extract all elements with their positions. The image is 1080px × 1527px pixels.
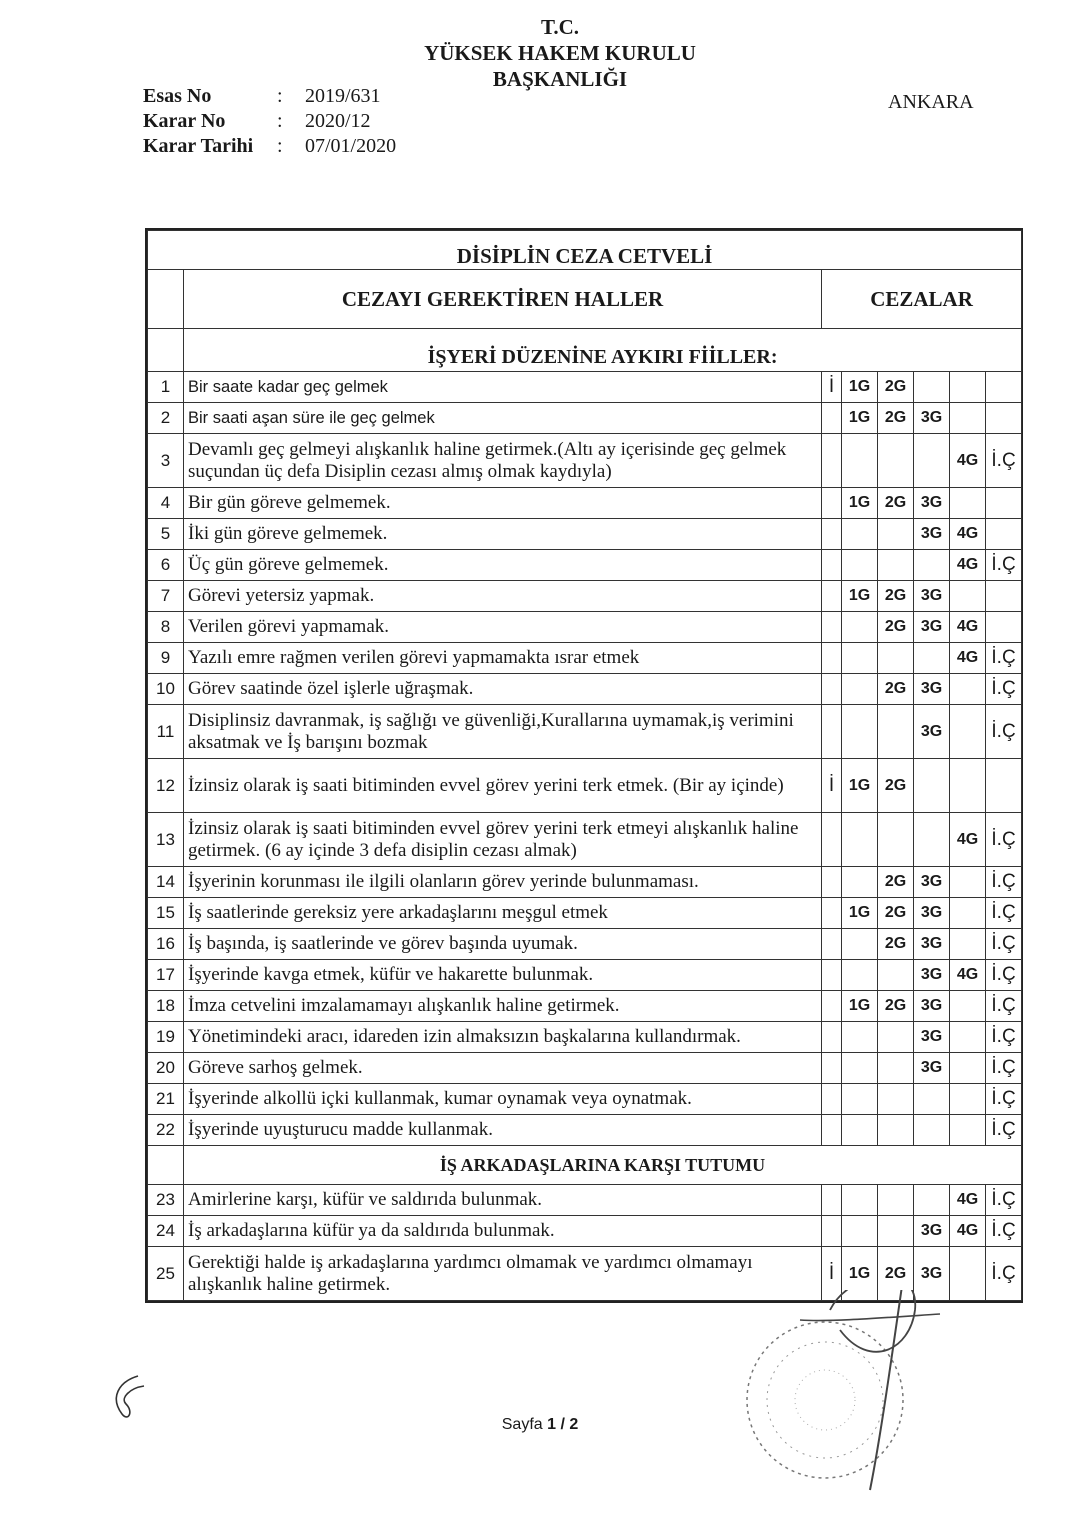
penalty-cell: 2G bbox=[878, 867, 914, 898]
offense-description: Bir gün göreve gelmemek. bbox=[184, 488, 822, 519]
table-row bbox=[148, 1185, 1022, 1216]
penalty-cell: 2G bbox=[878, 898, 914, 929]
penalty-cell: 2G bbox=[878, 403, 914, 434]
penalty-cell bbox=[878, 1084, 914, 1115]
table-row bbox=[148, 1053, 1022, 1084]
penalty-cell bbox=[822, 434, 842, 488]
penalty-cell bbox=[878, 643, 914, 674]
section-row-is-arkadaslari bbox=[148, 1146, 1022, 1185]
table-row bbox=[148, 372, 1022, 403]
header-line-institution: YÜKSEK HAKEM KURULU bbox=[424, 41, 696, 65]
row-number: 2 bbox=[148, 403, 184, 434]
meta-value: 2020/12 bbox=[305, 110, 371, 132]
penalty-cell bbox=[878, 1022, 914, 1053]
meta-value: 2019/631 bbox=[305, 85, 381, 107]
penalty-cell bbox=[914, 550, 950, 581]
header-line-tc: T.C. bbox=[540, 15, 580, 39]
penalty-cell bbox=[950, 929, 986, 960]
table-row bbox=[148, 519, 1022, 550]
penalty-cell bbox=[914, 759, 950, 813]
header-blank-cell bbox=[148, 270, 184, 329]
penalty-cell: 3G bbox=[914, 1247, 950, 1301]
penalty-cell bbox=[950, 991, 986, 1022]
penalty-cell: 4G bbox=[950, 1216, 986, 1247]
penalty-cell bbox=[822, 929, 842, 960]
penalty-cell: 2G bbox=[878, 1247, 914, 1301]
penalty-cell: İ.Ç bbox=[986, 960, 1022, 991]
penalty-cell bbox=[822, 550, 842, 581]
penalty-cell bbox=[986, 403, 1022, 434]
penalty-cell bbox=[950, 1084, 986, 1115]
penalty-cell bbox=[986, 488, 1022, 519]
penalty-cell: 4G bbox=[950, 813, 986, 867]
penalty-cell: 1G bbox=[842, 1247, 878, 1301]
table-row bbox=[148, 403, 1022, 434]
row-number: 3 bbox=[148, 434, 184, 488]
row-number: 23 bbox=[148, 1185, 184, 1216]
penalty-cell: İ.Ç bbox=[986, 898, 1022, 929]
table-row bbox=[148, 643, 1022, 674]
row-number: 12 bbox=[148, 759, 184, 813]
penalty-cell: 3G bbox=[914, 581, 950, 612]
meta-label: Karar Tarihi bbox=[143, 135, 254, 157]
penalty-cell bbox=[950, 1115, 986, 1146]
offense-description: Yazılı emre rağmen verilen görevi yapmamakta ısrar etmek bbox=[184, 643, 822, 674]
penalty-cell bbox=[878, 960, 914, 991]
column-header-cezalar: CEZALAR bbox=[822, 270, 1022, 329]
penalty-cell bbox=[878, 705, 914, 759]
penalty-cell bbox=[822, 488, 842, 519]
table-row bbox=[148, 612, 1022, 643]
penalty-cell: 2G bbox=[878, 581, 914, 612]
offense-description: Amirlerine karşı, küfür ve saldırıda bulunmak. bbox=[184, 1185, 822, 1216]
table-row bbox=[148, 898, 1022, 929]
penalty-cell: 3G bbox=[914, 488, 950, 519]
offense-description: Devamlı geç gelmeyi alışkanlık haline getirmek.(Altı ay içerisinde geç gelmek suçundan üç defa Disiplin cezası almış olmak kaydıyla) bbox=[184, 434, 822, 488]
penalty-cell bbox=[842, 612, 878, 643]
penalty-cell bbox=[950, 867, 986, 898]
penalty-cell bbox=[822, 403, 842, 434]
penalty-cell bbox=[842, 674, 878, 705]
penalty-cell bbox=[950, 705, 986, 759]
penalty-cell: 1G bbox=[842, 581, 878, 612]
penalty-cell bbox=[986, 372, 1022, 403]
table-row bbox=[148, 674, 1022, 705]
penalty-cell bbox=[950, 488, 986, 519]
meta-label: Esas No bbox=[143, 85, 212, 107]
penalty-cell: 1G bbox=[842, 372, 878, 403]
penalty-cell bbox=[822, 1216, 842, 1247]
offense-description: Bir saati aşan süre ile geç gelmek bbox=[184, 403, 822, 434]
table-row bbox=[148, 929, 1022, 960]
offense-description: İzinsiz olarak iş saati bitiminden evvel görev yerini terk etmeyi alışkanlık haline getirmek. (6 ay içinde 3 defa disiplin cezası almak) bbox=[184, 813, 822, 867]
penalty-cell: İ.Ç bbox=[986, 1115, 1022, 1146]
offense-description: İşyerinde kavga etmek, küfür ve hakarette bulunmak. bbox=[184, 960, 822, 991]
penalty-cell: İ.Ç bbox=[986, 1053, 1022, 1084]
penalty-cell: İ.Ç bbox=[986, 643, 1022, 674]
meta-label: Karar No bbox=[143, 110, 226, 132]
penalty-cell bbox=[822, 960, 842, 991]
table-row bbox=[148, 1022, 1022, 1053]
official-seal-stamp bbox=[720, 1290, 960, 1500]
penalty-cell bbox=[842, 1053, 878, 1084]
row-number: 14 bbox=[148, 867, 184, 898]
penalty-cell bbox=[822, 813, 842, 867]
offense-description: Yönetimindeki aracı, idareden izin almaksızın başkalarına kullandırmak. bbox=[184, 1022, 822, 1053]
penalty-cell: 4G bbox=[950, 643, 986, 674]
penalty-cell: 3G bbox=[914, 705, 950, 759]
row-number: 15 bbox=[148, 898, 184, 929]
penalty-cell: 1G bbox=[842, 403, 878, 434]
penalty-cell bbox=[822, 1115, 842, 1146]
penalty-cell bbox=[842, 867, 878, 898]
penalty-cell: 1G bbox=[842, 759, 878, 813]
meta-row-karar bbox=[143, 109, 396, 134]
penalty-cell: 3G bbox=[914, 991, 950, 1022]
meta-row-esas bbox=[143, 84, 396, 109]
penalty-cell: İ bbox=[822, 1247, 842, 1301]
penalty-cell: 3G bbox=[914, 519, 950, 550]
row-number: 19 bbox=[148, 1022, 184, 1053]
penalty-cell bbox=[914, 434, 950, 488]
row-number: 18 bbox=[148, 991, 184, 1022]
meta-sep: : bbox=[277, 85, 283, 107]
penalty-cell bbox=[950, 581, 986, 612]
penalty-cell bbox=[950, 898, 986, 929]
penalty-cell: 2G bbox=[878, 612, 914, 643]
penalty-cell bbox=[878, 550, 914, 581]
penalty-cell: 4G bbox=[950, 434, 986, 488]
penalty-cell: 4G bbox=[950, 1185, 986, 1216]
penalty-cell bbox=[842, 1022, 878, 1053]
column-header-haller: CEZAYI GEREKTİREN HALLER bbox=[184, 270, 822, 329]
table-row bbox=[148, 550, 1022, 581]
penalty-cell bbox=[822, 581, 842, 612]
penalty-cell bbox=[950, 1247, 986, 1301]
penalty-cell bbox=[822, 519, 842, 550]
case-metadata bbox=[143, 84, 396, 159]
table-row bbox=[148, 1084, 1022, 1115]
penalty-cell bbox=[842, 1185, 878, 1216]
row-number: 6 bbox=[148, 550, 184, 581]
penalty-cell bbox=[842, 705, 878, 759]
penalty-cell: 3G bbox=[914, 867, 950, 898]
penalty-cell: 3G bbox=[914, 612, 950, 643]
penalty-cell: İ.Ç bbox=[986, 1022, 1022, 1053]
penalty-cell: İ.Ç bbox=[986, 991, 1022, 1022]
penalty-cell bbox=[914, 372, 950, 403]
meta-sep: : bbox=[277, 135, 283, 157]
table-row bbox=[148, 1216, 1022, 1247]
penalty-cell bbox=[822, 1185, 842, 1216]
row-number: 24 bbox=[148, 1216, 184, 1247]
offense-description: Görev saatinde özel işlerle uğraşmak. bbox=[184, 674, 822, 705]
penalty-cell: 1G bbox=[842, 488, 878, 519]
penalty-cell: 2G bbox=[878, 991, 914, 1022]
penalty-cell: İ bbox=[822, 759, 842, 813]
penalty-cell: 4G bbox=[950, 612, 986, 643]
offense-description: İş saatlerinde gereksiz yere arkadaşlarını meşgul etmek bbox=[184, 898, 822, 929]
offense-description: İş başında, iş saatlerinde ve görev başında uyumak. bbox=[184, 929, 822, 960]
penalty-cell bbox=[950, 1022, 986, 1053]
penalty-cell bbox=[914, 643, 950, 674]
penalty-cell: İ.Ç bbox=[986, 705, 1022, 759]
page-footer bbox=[0, 1416, 1080, 1434]
penalty-cell: İ.Ç bbox=[986, 1185, 1022, 1216]
row-number: 20 bbox=[148, 1053, 184, 1084]
penalty-cell bbox=[842, 1084, 878, 1115]
penalty-cell: 3G bbox=[914, 1022, 950, 1053]
city-label: ANKARA bbox=[888, 91, 974, 113]
table-row bbox=[148, 759, 1022, 813]
penalty-cell bbox=[842, 550, 878, 581]
penalty-cell: İ.Ç bbox=[986, 674, 1022, 705]
meta-value: 07/01/2020 bbox=[305, 135, 397, 157]
offense-description: Görevi yetersiz yapmak. bbox=[184, 581, 822, 612]
penalty-cell bbox=[878, 519, 914, 550]
document-header bbox=[340, 14, 780, 92]
penalty-cell bbox=[842, 813, 878, 867]
table-title: DİSİPLİN CEZA CETVELİ bbox=[148, 231, 1022, 270]
penalty-cell bbox=[986, 612, 1022, 643]
offense-description: Disiplinsiz davranmak, iş sağlığı ve güvenliği,Kurallarına uymamak,iş verimini aksatmak ve İş barışını bozmak bbox=[184, 705, 822, 759]
row-number: 17 bbox=[148, 960, 184, 991]
penalty-cell: 3G bbox=[914, 898, 950, 929]
row-number: 13 bbox=[148, 813, 184, 867]
offense-description: Bir saate kadar geç gelmek bbox=[184, 372, 822, 403]
offense-description: Göreve sarhoş gelmek. bbox=[184, 1053, 822, 1084]
table-row bbox=[148, 1115, 1022, 1146]
row-number: 4 bbox=[148, 488, 184, 519]
penalty-cell bbox=[914, 1115, 950, 1146]
penalty-cell bbox=[842, 1216, 878, 1247]
penalty-cell: 3G bbox=[914, 1216, 950, 1247]
offense-description: İş arkadaşlarına küfür ya da saldırıda bulunmak. bbox=[184, 1216, 822, 1247]
table-row bbox=[148, 867, 1022, 898]
penalty-cell: 4G bbox=[950, 519, 986, 550]
penalty-cell: İ.Ç bbox=[986, 929, 1022, 960]
penalty-table-frame bbox=[145, 228, 1023, 1303]
row-number: 9 bbox=[148, 643, 184, 674]
row-number: 7 bbox=[148, 581, 184, 612]
penalty-cell bbox=[822, 867, 842, 898]
section-heading-is-arkadaslari: İŞ ARKADAŞLARINA KARŞI TUTUMU bbox=[184, 1146, 1022, 1185]
row-number: 21 bbox=[148, 1084, 184, 1115]
penalty-cell: İ bbox=[822, 372, 842, 403]
table-row bbox=[148, 488, 1022, 519]
row-number: 1 bbox=[148, 372, 184, 403]
penalty-cell: 1G bbox=[842, 898, 878, 929]
offense-description: İzinsiz olarak iş saati bitiminden evvel görev yerini terk etmek. (Bir ay içinde) bbox=[184, 759, 822, 813]
offense-description: İşyerinde alkollü içki kullanmak, kumar oynamak veya oynatmak. bbox=[184, 1084, 822, 1115]
table-row bbox=[148, 813, 1022, 867]
penalty-cell: 4G bbox=[950, 960, 986, 991]
footer-page-number: 1 / 2 bbox=[547, 1416, 579, 1433]
penalty-cell bbox=[878, 1115, 914, 1146]
penalty-cell: İ.Ç bbox=[986, 1247, 1022, 1301]
table-row bbox=[148, 434, 1022, 488]
penalty-cell bbox=[914, 813, 950, 867]
penalty-cell: 2G bbox=[878, 929, 914, 960]
penalty-cell bbox=[822, 705, 842, 759]
penalty-table bbox=[147, 230, 1022, 1301]
penalty-cell: 2G bbox=[878, 759, 914, 813]
penalty-cell bbox=[822, 1022, 842, 1053]
penalty-cell bbox=[822, 612, 842, 643]
meta-row-tarih bbox=[143, 134, 396, 159]
penalty-cell bbox=[822, 1053, 842, 1084]
row-number: 10 bbox=[148, 674, 184, 705]
penalty-cell: İ.Ç bbox=[986, 813, 1022, 867]
penalty-cell bbox=[842, 960, 878, 991]
penalty-cell: İ.Ç bbox=[986, 434, 1022, 488]
penalty-cell bbox=[950, 403, 986, 434]
penalty-cell bbox=[878, 1053, 914, 1084]
row-number: 5 bbox=[148, 519, 184, 550]
penalty-cell bbox=[986, 581, 1022, 612]
row-number: 8 bbox=[148, 612, 184, 643]
penalty-cell: 4G bbox=[950, 550, 986, 581]
penalty-cell bbox=[842, 434, 878, 488]
penalty-cell bbox=[950, 372, 986, 403]
penalty-cell bbox=[950, 759, 986, 813]
penalty-cell: 2G bbox=[878, 674, 914, 705]
penalty-cell bbox=[914, 1185, 950, 1216]
header-line-department: BAŞKANLIĞI bbox=[492, 67, 628, 91]
section-heading-isyeri: İŞYERİ DÜZENİNE AYKIRI FİİLLER: bbox=[184, 329, 1022, 372]
penalty-cell bbox=[878, 1216, 914, 1247]
penalty-cell: İ.Ç bbox=[986, 550, 1022, 581]
penalty-cell: 3G bbox=[914, 929, 950, 960]
offense-description: Verilen görevi yapmamak. bbox=[184, 612, 822, 643]
penalty-cell: İ.Ç bbox=[986, 1216, 1022, 1247]
penalty-cell bbox=[842, 929, 878, 960]
penalty-cell: 2G bbox=[878, 372, 914, 403]
penalty-cell bbox=[950, 674, 986, 705]
table-row bbox=[148, 705, 1022, 759]
table-row bbox=[148, 1247, 1022, 1301]
penalty-cell: 3G bbox=[914, 960, 950, 991]
offense-description: Üç gün göreve gelmemek. bbox=[184, 550, 822, 581]
penalty-cell bbox=[822, 674, 842, 705]
penalty-cell bbox=[822, 1084, 842, 1115]
penalty-cell bbox=[986, 759, 1022, 813]
section-blank-cell bbox=[148, 1146, 184, 1185]
penalty-cell: 1G bbox=[842, 991, 878, 1022]
penalty-cell: 3G bbox=[914, 674, 950, 705]
penalty-cell bbox=[842, 643, 878, 674]
penalty-cell bbox=[986, 519, 1022, 550]
penalty-cell bbox=[822, 643, 842, 674]
penalty-cell: 3G bbox=[914, 1053, 950, 1084]
row-number: 25 bbox=[148, 1247, 184, 1301]
section-blank-cell bbox=[148, 329, 184, 372]
table-row bbox=[148, 581, 1022, 612]
penalty-cell bbox=[914, 1084, 950, 1115]
penalty-cell: 2G bbox=[878, 488, 914, 519]
offense-description: İşyerinde uyuşturucu madde kullanmak. bbox=[184, 1115, 822, 1146]
row-number: 16 bbox=[148, 929, 184, 960]
offense-description: İşyerinin korunması ile ilgili olanların görev yerinde bulunmaması. bbox=[184, 867, 822, 898]
offense-description: İmza cetvelini imzalamamayı alışkanlık haline getirmek. bbox=[184, 991, 822, 1022]
meta-sep: : bbox=[277, 110, 283, 132]
table-row bbox=[148, 991, 1022, 1022]
penalty-cell: İ.Ç bbox=[986, 1084, 1022, 1115]
penalty-cell bbox=[878, 813, 914, 867]
footer-prefix: Sayfa bbox=[501, 1416, 548, 1433]
offense-description: Gerektiği halde iş arkadaşlarına yardımcı olmamak ve yardımcı olmamayı alışkanlık haline getirmek. bbox=[184, 1247, 822, 1301]
penalty-cell bbox=[878, 434, 914, 488]
penalty-cell bbox=[878, 1185, 914, 1216]
row-number: 11 bbox=[148, 705, 184, 759]
penalty-cell bbox=[842, 519, 878, 550]
table-row bbox=[148, 960, 1022, 991]
row-number: 22 bbox=[148, 1115, 184, 1146]
penalty-cell bbox=[822, 991, 842, 1022]
penalty-cell bbox=[822, 898, 842, 929]
offense-description: İki gün göreve gelmemek. bbox=[184, 519, 822, 550]
penalty-cell: 3G bbox=[914, 403, 950, 434]
penalty-cell: İ.Ç bbox=[986, 867, 1022, 898]
penalty-cell bbox=[842, 1115, 878, 1146]
penalty-cell bbox=[950, 1053, 986, 1084]
